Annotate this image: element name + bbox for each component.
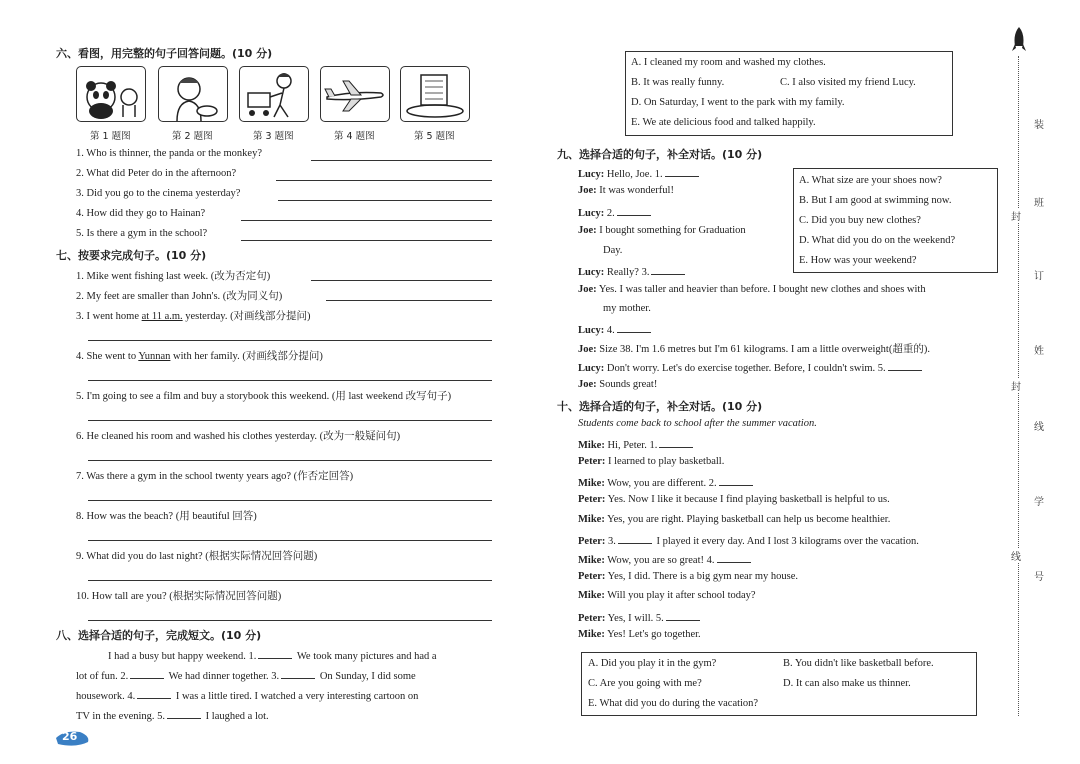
caption-5: 第 5 题图 xyxy=(414,131,455,142)
sec7-question-4: 4. She went to Yunnan with her family. (对画线部分提问) xyxy=(76,351,323,362)
answer-line[interactable] xyxy=(241,220,492,221)
sec7-question-6: 6. He cleaned his room and washed his clothes yesterday. (改为一般疑问句) xyxy=(76,431,401,442)
margin-label-line: 线 xyxy=(1011,548,1021,563)
answer-line[interactable] xyxy=(276,180,492,181)
dialogue-line: Peter: I learned to play basketball. xyxy=(578,456,725,467)
answer-line[interactable] xyxy=(88,460,492,461)
answer-line[interactable] xyxy=(88,420,492,421)
dialogue-line: Mike: Yes! Let's go together. xyxy=(578,629,701,640)
passage-line-4: TV in the evening. 5. I laughed a lot. xyxy=(76,708,269,722)
passage-line-1: I had a busy but happy weekend. 1. We took many pictures and had a xyxy=(108,648,437,662)
answer-line[interactable] xyxy=(241,240,492,241)
section-7-title: 七、按要求完成句子。(10 分) xyxy=(56,249,207,262)
dialogue-line: Mike: Hi, Peter. 1. xyxy=(578,437,695,451)
sec9-option-c: C. Did you buy new clothes? xyxy=(799,215,921,226)
sec10-option-b: B. You didn't like basketball before. xyxy=(783,658,934,669)
section-9-title: 九、选择合适的句子，补全对话。(10 分) xyxy=(557,148,763,161)
dialogue-line: Lucy: Really? 3. xyxy=(578,264,687,278)
sec10-option-d: D. It can also make us thinner. xyxy=(783,678,911,689)
picture-4-plane xyxy=(320,66,390,122)
passage-line-3: housework. 4. I was a little tired. I watched a very interesting cartoon on xyxy=(76,688,418,702)
picture-5-gym-building xyxy=(400,66,470,122)
dialogue-line: Day. xyxy=(603,245,623,256)
answer-line[interactable] xyxy=(326,300,492,301)
dialogue-line: Lucy: 4. xyxy=(578,322,653,336)
dialogue-line: Joe: Sounds great! xyxy=(578,379,658,390)
sec10-option-c: C. Are you going with me? xyxy=(588,678,702,689)
sec8-option-b: B. It was really funny. xyxy=(631,77,725,88)
margin-label-seal-2: 封 xyxy=(1011,378,1021,393)
blank-3[interactable] xyxy=(651,264,685,275)
answer-line[interactable] xyxy=(88,540,492,541)
dialogue-line: Mike: Wow, you are so great! 4. xyxy=(578,552,753,566)
sec7-question-3: 3. I went home at 11 a.m. yesterday. (对画线部分提问) xyxy=(76,311,311,322)
dialogue-line: Peter: Yes, I will. 5. xyxy=(578,610,702,624)
sec10-option-e: E. What did you do during the vacation? xyxy=(588,698,759,709)
sec7-question-9: 9. What did you do last night? (根据实际情况回答问题) xyxy=(76,551,318,562)
sec7-question-7: 7. Was there a gym in the school twenty years ago? (作否定回答) xyxy=(76,471,354,482)
answer-line[interactable] xyxy=(88,380,492,381)
margin-char: 号 xyxy=(1034,572,1044,583)
rocket-icon xyxy=(1012,26,1026,54)
picture-2-boy-eating xyxy=(158,66,228,122)
caption-2: 第 2 题图 xyxy=(172,131,213,142)
sec7-question-10: 10. How tall are you? (根据实际情况回答问题) xyxy=(76,591,282,602)
blank-4[interactable] xyxy=(717,552,751,563)
sec9-option-d: D. What did you do on the weekend? xyxy=(799,235,956,246)
dialogue-line: Peter: 3. I played it every day. And I lost 3 kilograms over the vacation. xyxy=(578,533,919,547)
dialogue-line: Peter: Yes, I did. There is a big gym near my house. xyxy=(578,571,798,582)
section-8-title: 八、选择合适的句子，完成短文。(10 分) xyxy=(56,629,262,642)
margin-char: 学 xyxy=(1034,497,1044,508)
sec8-option-e: E. We ate delicious food and talked happily. xyxy=(631,117,816,128)
blank-1[interactable] xyxy=(258,648,292,659)
sec7-question-2: 2. My feet are smaller than John's. (改为同义句) xyxy=(76,291,283,302)
dialogue-line: Joe: I bought something for Graduation xyxy=(578,225,746,236)
blank-2[interactable] xyxy=(130,668,164,679)
blank-1[interactable] xyxy=(665,166,699,177)
sec9-option-b: B. But I am good at swimming now. xyxy=(799,195,952,206)
dialogue-line: Joe: Size 38. I'm 1.6 metres but I'm 61 kilograms. I am a little overweight(超重的). xyxy=(578,344,930,355)
dialogue-line: Joe: It was wonderful! xyxy=(578,185,674,196)
sec8-option-c: C. I also visited my friend Lucy. xyxy=(780,77,916,88)
margin-char: 装 xyxy=(1034,120,1044,131)
caption-3: 第 3 题图 xyxy=(253,131,294,142)
margin-char: 班 xyxy=(1034,198,1044,209)
sec7-question-5: 5. I'm going to see a film and buy a storybook this weekend. (用 last weekend 改写句子) xyxy=(76,391,452,402)
sec7-question-1: 1. Mike went fishing last week. (改为否定句) xyxy=(76,271,271,282)
caption-4: 第 4 题图 xyxy=(334,131,375,142)
blank-3[interactable] xyxy=(281,668,315,679)
sec8-option-a: A. I cleaned my room and washed my clothes. xyxy=(631,57,826,68)
blank-5[interactable] xyxy=(888,360,922,371)
blank-4[interactable] xyxy=(137,688,171,699)
dialogue-line: Mike: Will you play it after school today? xyxy=(578,590,756,601)
answer-line[interactable] xyxy=(88,580,492,581)
dialogue-line: Lucy: Hello, Joe. 1. xyxy=(578,166,701,180)
sec6-question-4: 4. How did they go to Hainan? xyxy=(76,208,206,219)
section-10-title: 十、选择合适的句子，补全对话。(10 分) xyxy=(557,400,763,413)
page-number: 26 xyxy=(62,730,78,743)
blank-1[interactable] xyxy=(659,437,693,448)
sec9-option-a: A. What size are your shoes now? xyxy=(799,175,942,186)
dialogue-line: Lucy: Don't worry. Let's do exercise together. Before, I couldn't swim. 5. xyxy=(578,360,924,374)
picture-3-girl-cart xyxy=(239,66,309,122)
sec6-question-2: 2. What did Peter do in the afternoon? xyxy=(76,168,237,179)
sec10-option-a: A. Did you play it in the gym? xyxy=(588,658,717,669)
blank-4[interactable] xyxy=(617,322,651,333)
answer-line[interactable] xyxy=(278,200,492,201)
margin-label-seal: 封 xyxy=(1011,208,1021,223)
margin-char: 线 xyxy=(1034,422,1044,433)
answer-line[interactable] xyxy=(88,340,492,341)
dialogue-line: Mike: Yes, you are right. Playing basketball can help us become healthier. xyxy=(578,514,891,525)
caption-1: 第 1 题图 xyxy=(90,131,131,142)
dialogue-line: Mike: Wow, you are different. 2. xyxy=(578,475,755,489)
blank-2[interactable] xyxy=(617,205,651,216)
answer-line[interactable] xyxy=(311,280,492,281)
answer-line[interactable] xyxy=(311,160,492,161)
section-10-subtitle: Students come back to school after the summer vacation. xyxy=(578,418,817,429)
sec6-question-1: 1. Who is thinner, the panda or the monkey? xyxy=(76,148,263,159)
blank-5[interactable] xyxy=(666,610,700,621)
margin-char: 订 xyxy=(1034,271,1044,282)
passage-line-2: lot of fun. 2. We had dinner together. 3. On Sunday, I did some xyxy=(76,668,416,682)
answer-line[interactable] xyxy=(88,500,492,501)
blank-2[interactable] xyxy=(719,475,753,486)
margin-char: 姓 xyxy=(1034,346,1044,357)
sec7-question-8: 8. How was the beach? (用 beautiful 回答) xyxy=(76,511,257,522)
blank-3[interactable] xyxy=(618,533,652,544)
picture-1-panda-monkey xyxy=(76,66,146,122)
sec8-option-d: D. On Saturday, I went to the park with my family. xyxy=(631,97,845,108)
dialogue-line: my mother. xyxy=(603,303,651,314)
dialogue-line: Joe: Yes. I was taller and heavier than before. I bought new clothes and shoes with xyxy=(578,284,926,295)
dialogue-line: Lucy: 2. xyxy=(578,205,653,219)
page-number-badge xyxy=(54,728,92,748)
sec9-option-e: E. How was your weekend? xyxy=(799,255,917,266)
sec6-question-5: 5. Is there a gym in the school? xyxy=(76,228,208,239)
answer-line[interactable] xyxy=(88,620,492,621)
dialogue-line: Peter: Yes. Now I like it because I find playing basketball is helpful to us. xyxy=(578,494,890,505)
blank-5[interactable] xyxy=(167,708,201,719)
sec6-question-3: 3. Did you go to the cinema yesterday? xyxy=(76,188,241,199)
section-6-title: 六、看图，用完整的句子回答问题。(10 分) xyxy=(56,47,273,60)
